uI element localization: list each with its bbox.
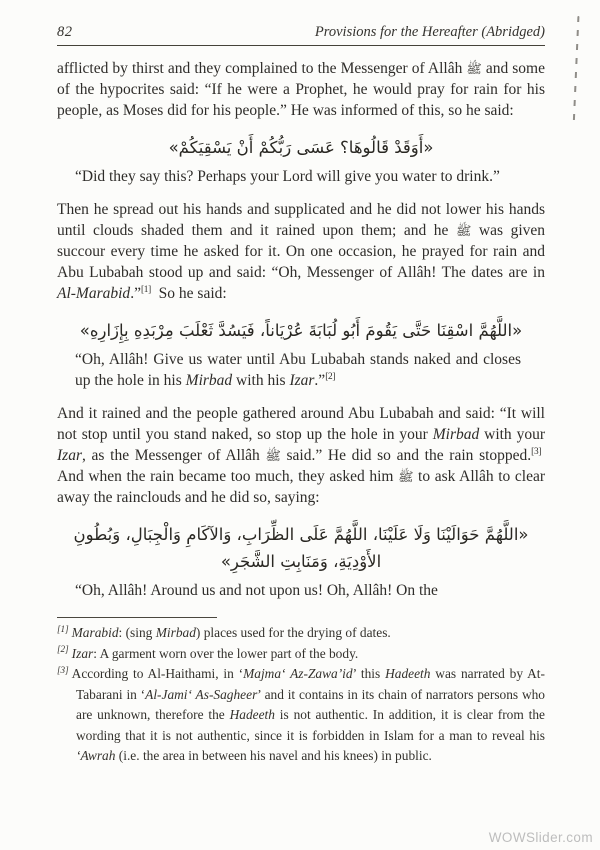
quote-translation-2: “Oh, Allâh! Give us water until Abu Lubabah stands naked and closes up the hole in his Mirbad with his Izar.”[2] xyxy=(75,351,521,389)
quote-translation-3: “Oh, Allâh! Around us and not upon us! Oh, Allâh! On the xyxy=(75,582,438,599)
footnote-3-text: According to Al-Haithami, in ‘Majma‘ Az-Zawa’id’ this Hadeeth was narrated by At-Tabarani in ‘Al-Jami‘ As-Sagheer’ and it contains in its chain of narrators persons who are unknown, therefore the Hadeeth is not authentic. In addition, it is clear from the wording that it is not authentic, since it is forbidden in Islam for a man to reveal his ‘Awrah (i.e. the area in between his navel and his knees) in public. xyxy=(71,666,546,763)
running-header-title: Provisions for the Hereafter (Abridged) xyxy=(314,24,545,40)
paragraph-1: afflicted by thirst and they complained to the Messenger of Allâh ﷺ and some of the hypocrites said: “If he were a Prophet, he would pray for rain for his people, as Moses did for his people.” He was informed of this, so he said: xyxy=(57,60,545,119)
paragraph-3: And it rained and the people gathered around Abu Lubabah and said: “It will not stop until you stand naked, so stop up the hole in your Mirbad with your Izar, as the Messenger of Allâh ﷺ said.” He did so and the rain stopped.[3] And when the rain became too much, they asked him ﷺ to ask Allâh to clear away the rainclouds and he did so, saying: xyxy=(57,405,545,506)
footnote-rule xyxy=(57,617,217,618)
arabic-quote-1: «أَوَقَدْ قَالُوهَا؟ عَسَى رَبُّكُمْ أَنْ يَسْقِيَكُمْ» xyxy=(168,138,434,157)
footnote-3-marker: [3] xyxy=(57,664,69,675)
prophet-honorific-symbol: ﷺ xyxy=(456,223,472,238)
page-number: 82 xyxy=(57,24,73,40)
footnotes-section xyxy=(57,617,545,767)
footnote-2-marker: [2] xyxy=(57,644,69,655)
paragraph-2: Then he spread out his hands and supplicated and he did not lower his hands until clouds shaded them and it rained upon them; and he ﷺ was given succour every time he asked for it. On one occasion, he prayed for rain and Abu Lubabah stood up and said: “Oh, Messenger of Allâh! The dates are in Al-Marabid.”[1] So he said: xyxy=(57,201,545,302)
arabic-quote-2: «اللَّهُمَّ اسْقِنَا حَتَّى يَقُومَ أَبُو لُبَابَةَ عُرْيَاناً، فَيَسُدَّ ثَعْلَبَ مِرْبَدِهِ بِإِزَارِهِ» xyxy=(79,321,523,340)
quote-translation-1: “Did they say this? Perhaps your Lord will give you water to drink.” xyxy=(75,168,500,185)
header-rule xyxy=(57,45,545,46)
footnote-3 xyxy=(57,664,545,767)
footnote-2 xyxy=(57,644,545,665)
prophet-honorific-symbol: ﷺ xyxy=(265,448,281,463)
footnote-1-text: Marabid: (sing Mirbad) places used for the drying of dates. xyxy=(71,625,391,640)
footnote-2-text: Izar: A garment worn over the lower part of the body. xyxy=(71,645,359,661)
arabic-quote-3: «اللَّهُمَّ حَوَالَيْنَا وَلَا عَلَيْنَا، اللَّهُمَّ عَلَى الظِّرَابِ، وَالآكَامِ وَالْجِبَالِ، وَبُطُونِ الأَوْدِيَةِ، وَمَنَابِتِ الشَّجَرِ» xyxy=(73,525,529,571)
footnote-1-marker: [1] xyxy=(57,623,69,634)
footnote-1 xyxy=(57,623,545,644)
running-header xyxy=(57,24,545,41)
watermark: WOWSlider.com xyxy=(488,830,593,845)
page-body xyxy=(57,58,545,601)
prophet-honorific-symbol: ﷺ xyxy=(398,469,414,484)
scan-fold-artifact xyxy=(573,16,580,128)
prophet-honorific-symbol: ﷺ xyxy=(466,61,482,76)
